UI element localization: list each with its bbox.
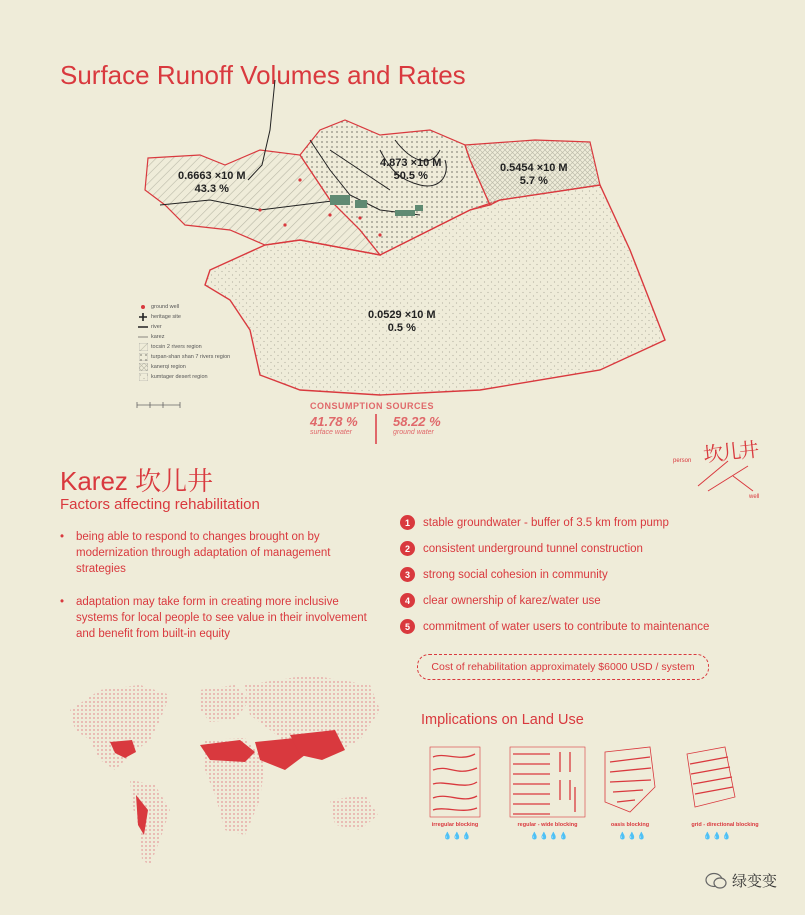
bullet-item: • adaptation may take form in creating more inclusive systems for local people to see value in their involvement and benefit from built-in equity bbox=[60, 596, 367, 640]
land-use-label: grid - directional blocking bbox=[691, 822, 759, 828]
land-use-label: regular - wide blocking bbox=[517, 822, 578, 828]
dots-pattern-icon bbox=[138, 353, 148, 361]
line-icon bbox=[138, 325, 148, 329]
page-title: Surface Runoff Volumes and Rates bbox=[60, 60, 466, 90]
scale-bar bbox=[137, 402, 180, 408]
hatch-icon bbox=[138, 343, 148, 351]
legend-item: kanerqi region bbox=[138, 362, 230, 372]
irregular-blocking-diagram bbox=[430, 747, 480, 817]
land-use-label: irregular blocking bbox=[431, 822, 479, 828]
region-label-tocsin: 0.6663 ×10 M 43.3 % bbox=[178, 170, 246, 195]
region-label-turpan: 4.873 ×10 M 50.5 % bbox=[380, 157, 442, 182]
wechat-icon bbox=[705, 872, 727, 890]
land-use-label: oasis blocking bbox=[610, 822, 650, 828]
water-drops-icon: 💧💧💧 bbox=[618, 833, 648, 840]
stipple-pattern-icon bbox=[138, 373, 148, 381]
land-use-title: Implications on Land Use bbox=[421, 712, 584, 728]
runoff-map bbox=[0, 0, 805, 420]
thin-line-icon bbox=[138, 335, 148, 339]
legend-item: tocsin 2 rivers region bbox=[138, 342, 230, 352]
world-map bbox=[60, 660, 390, 870]
legend-item: turpan-shan shan 7 rivers region bbox=[138, 352, 230, 362]
legend-item: kumtager desert region bbox=[138, 372, 230, 382]
legend-item: river bbox=[138, 322, 230, 332]
factor-item: 5 commitment of water users to contribute to maintenance bbox=[400, 619, 709, 634]
oasis-blocking-diagram bbox=[605, 747, 655, 812]
cross-icon bbox=[138, 313, 148, 321]
bullet-item: • being able to respond to changes brought on by modernization through adaptation of management strategies bbox=[60, 531, 331, 575]
grid-directional-blocking-diagram bbox=[687, 747, 735, 807]
map-legend bbox=[138, 302, 230, 382]
factors-title: Factors affecting rehabilitation bbox=[60, 496, 260, 513]
surface-water-stat: 41.78 % surface water bbox=[310, 414, 358, 436]
land-use-diagrams bbox=[425, 742, 765, 822]
logo-lines-icon bbox=[693, 456, 763, 496]
karez-logo: person 坎儿井 well bbox=[673, 436, 783, 506]
dot-icon bbox=[138, 304, 148, 310]
legend-item: ground well bbox=[138, 302, 230, 312]
consumption-title: CONSUMPTION SOURCES bbox=[310, 401, 435, 411]
karez-logo-chars: 坎儿井 bbox=[702, 439, 759, 467]
cost-note: Cost of rehabilitation approximately $6000 USD / system bbox=[417, 654, 709, 680]
factor-item: 2 consistent underground tunnel construction bbox=[400, 541, 643, 556]
region-label-kanerqi: 0.5454 ×10 M 5.7 % bbox=[500, 162, 568, 187]
region-label-kumtager: 0.0529 ×10 M 0.5 % bbox=[368, 309, 436, 334]
watermark: 绿变变 bbox=[705, 870, 777, 891]
grid-pattern-icon bbox=[138, 363, 148, 371]
water-drops-icon: 💧💧💧 bbox=[443, 833, 473, 840]
water-drops-icon: 💧💧💧 bbox=[703, 833, 733, 840]
ground-water-stat: 58.22 % ground water bbox=[393, 414, 441, 436]
legend-item: heritage site bbox=[138, 312, 230, 322]
factor-item: 4 clear ownership of karez/water use bbox=[400, 593, 601, 608]
factor-item: 1 stable groundwater - buffer of 3.5 km from pump bbox=[400, 515, 669, 530]
water-drops-icon: 💧💧💧💧 bbox=[530, 833, 569, 840]
consumption-divider bbox=[375, 414, 377, 444]
factor-item: 3 strong social cohesion in community bbox=[400, 567, 608, 582]
regular-wide-blocking-diagram bbox=[510, 747, 585, 817]
legend-item: karez bbox=[138, 332, 230, 342]
karez-title: Karez 坎儿井 bbox=[60, 466, 214, 496]
